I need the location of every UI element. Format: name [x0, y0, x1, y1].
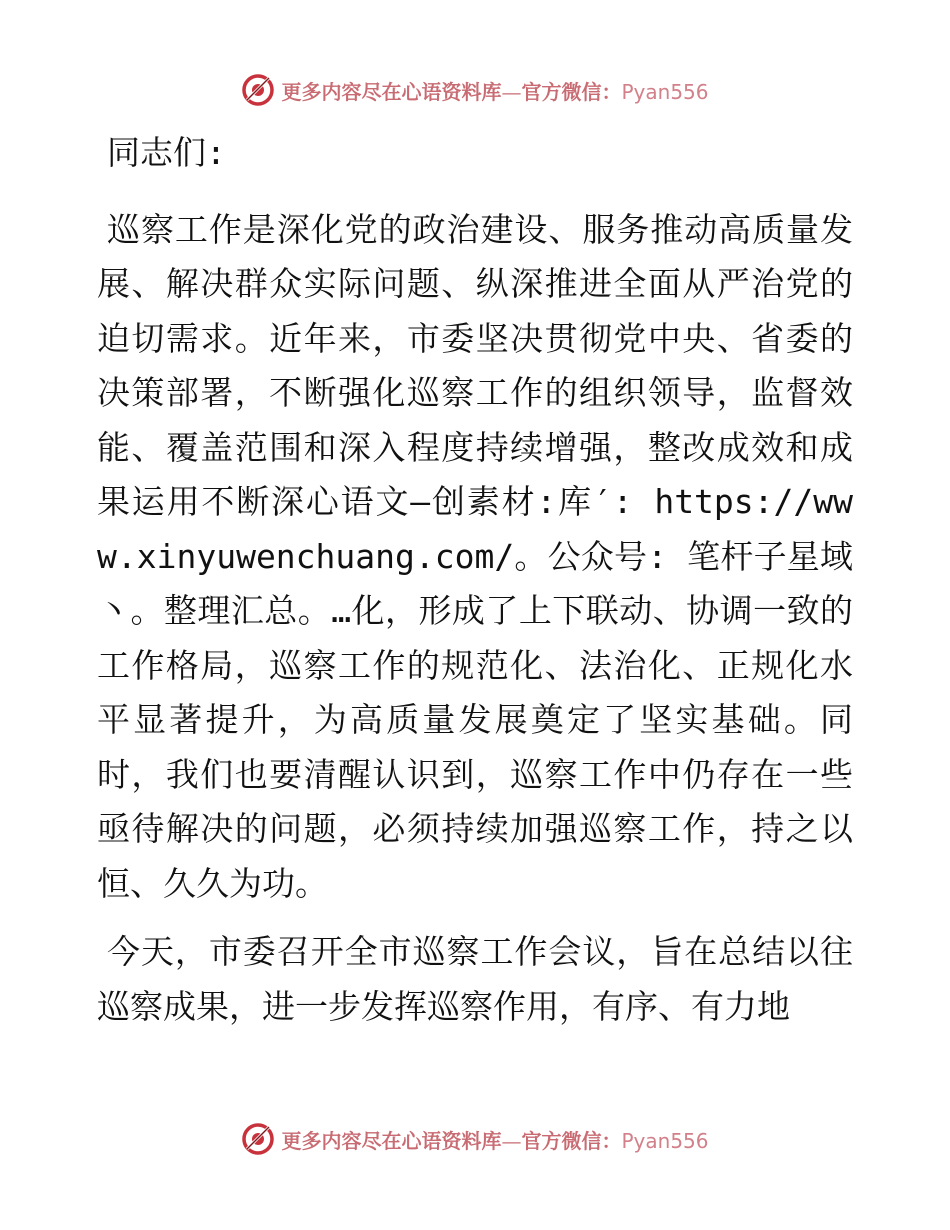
footer-banner	[0, 1119, 950, 1159]
footer-banner-text: 更多内容尽在心语资料库—官方微信：Pyan556	[281, 1128, 709, 1153]
header-banner	[0, 70, 950, 110]
brand-logo-icon	[241, 73, 275, 107]
brand-logo-icon	[241, 1122, 275, 1156]
header-banner-text: 更多内容尽在心语资料库—官方微信：Pyan556	[281, 79, 709, 104]
greeting: 同志们:	[107, 133, 226, 172]
paragraph-1: 巡察工作是深化党的政治建设、服务推动高质量发展、解决群众实际问题、纵深推进全面从严治党的迫切需求。近年来，市委坚决贯彻党中央、省委的决策部署，不断强化巡察工作的组织领导，监督效能、覆盖范围和深入程度持续增强，整改成效和成果运用不断深心语文—创素材:库′: https://www.xinyuwenchuang.com/。公众号: 笔杆子星域丶。整理汇总。…化，形成了上下联动、协调一致的工作格局，巡察工作的规范化、法治化、正规化水平显著提升，为高质量发展奠定了坚实基础。同时，我们也要清醒认识到，巡察工作中仍存在一些亟待解决的问题，必须持续加强巡察工作，持之以恒、久久为功。	[97, 209, 853, 903]
paragraph-2: 今天，市委召开全市巡察工作会议，旨在总结以往巡察成果，进一步发挥巡察作用，有序、有力地	[97, 932, 853, 1026]
document-body	[97, 122, 853, 1048]
